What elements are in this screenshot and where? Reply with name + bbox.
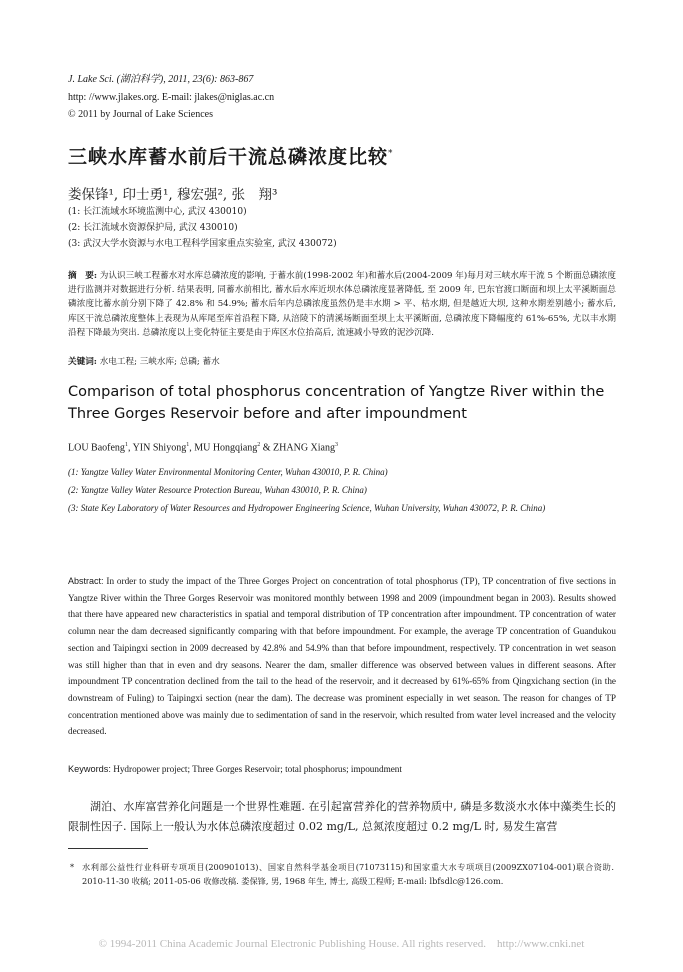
author-en-3: MU Hongqiang	[194, 442, 258, 454]
keywords-en-text: Hydropower project; Three Gorges Reservoir; total phosphorus; impoundment	[113, 764, 402, 774]
footnote	[70, 860, 614, 888]
title-cn-text: 三峡水库蓄水前后干流总磷浓度比较	[68, 146, 389, 168]
abstract-cn	[68, 269, 616, 340]
keywords-cn-label: 关键词:	[68, 357, 97, 367]
abstract-en-text: In order to study the impact of the Three Gorges Project on concentration of total phosphorus (TP), TP concentration of five sections in Yangtze River within the Three Gorges Reservoir was monitored monthly between 1998 and 2009 (impoundment began in 2003). Results showed that there have appeared new characteristics in spatial and temporal distribution of TP concentration after impoundment. TP concentration of water column near the dam decreased significantly comparing with that before impoundment. For example, the average TP concentration of Guandukou section and Taipingxi section in 2009 decreased by 42.8% and 54.9% than that before impoundment, respectively. TP concentration in wet season was still higher than that in even and dry seasons. Nearer the dam, smaller difference was observed between values in different seasons. After impoundment TP concentration declined from the tail to the head of the reservoir, and it decreased by 61%-65% from Qingxichang section (in the downstream of Fuling) to Taipingxi section (near the dam). The decrease was prominent especially in wet season. The reason for changes of TP concentration mentioned above was mainly due to sedimentation of sand in the reservoir, which resulted from water level increased and the velocity decreased.	[68, 576, 616, 737]
affiliation-en-2: (2: Yangtze Valley Water Resource Protection Bureau, Wuhan 430010, P. R. China)	[68, 485, 367, 495]
authors-en: LOU Baofeng$^1$, YIN Shiyong$^1$, MU Hongqiang$^2$ & ZHANG Xiang$^3$	[68, 442, 338, 454]
abstract-en	[68, 573, 616, 740]
keywords-en	[68, 764, 402, 774]
affiliation-cn-3: (3: 武汉大学水资源与水电工程科学国家重点实验室, 武汉 430072)	[68, 239, 337, 249]
author-en-2-sup: 1	[186, 442, 190, 448]
author-en-3-sup: 2	[257, 442, 261, 448]
affiliation-en-1: (1: Yangtze Valley Water Environmental Monitoring Center, Wuhan 430010, P. R. China)	[68, 467, 388, 477]
title-cn-footnote-mark: *	[388, 148, 394, 159]
journal-citation: J. Lake Sci. (湖泊科学), 2011, 23(6): 863-867	[68, 74, 254, 85]
keywords-cn-text: 水电工程; 三峡水库; 总磷; 蓄水	[99, 357, 220, 367]
abstract-cn-text: 为认识三峡工程蓄水对水库总磷浓度的影响, 于蓄水前(1998-2002 年)和蓄水后(2004-2009 年)每月对三峡水库干流 5 个断面总磷浓度进行监测并对数据进行分析. 结果表明, 同蓄水前相比, 蓄水后水库近坝水体总磷浓度显著降低, 至 2009 年, 巴东官渡口断面和坝上太平溪断面总磷浓度比蓄水前分别下降了 42.8% 和 54.9%; 蓄水后年内总磷浓度虽然仍是丰水期 > 平、枯水期, 但是越近大坝, 这种水期差别越小; 蓄水后, 库区干流总磷浓度整体上表现为从库尾至库首沿程下降, 从涪陵下的清溪场断面至坝上太平溪断面, 总磷浓度下降幅度约 61%-65%, 尤以丰水期沿程下降最为突出. 总磷浓度以上变化特征主要是由于库区水位抬高后, 流速减小导致的泥沙沉降.	[68, 271, 617, 338]
publisher-watermark: © 1994-2011 China Academic Journal Electronic Publishing House. All rights reserved. http://www.cnki.net	[98, 938, 585, 950]
affiliation-en-3: (3: State Key Laboratory of Water Resources and Hydropower Engineering Science, Wuhan University, Wuhan 430072, P. R. China)	[68, 503, 546, 513]
affiliation-cn-1: (1: 长江流域水环境监测中心, 武汉 430010)	[68, 207, 247, 217]
footnote-text: 水利部公益性行业科研专项项目(200901013)、国家自然科学基金项目(71073115)和国家重大水专项项目(2009ZX07104-001)联合资助. 2010-11-30 收稿; 2011-05-06 收修改稿. 娄保锋, 男, 1968 年生, 博士, 高级工程师; E-mail: lbfsdlc@126.com.	[82, 862, 614, 886]
journal-copyright-line: © 2011 by Journal of Lake Sciences	[68, 109, 213, 120]
author-en-1: LOU Baofeng	[68, 442, 125, 454]
title-en: Comparison of total phosphorus concentration of Yangtze River within the Three Gorges Reservoir before and after impoundment	[68, 384, 605, 422]
keywords-en-label: Keywords:	[68, 764, 111, 774]
footnote-rule	[68, 848, 148, 849]
author-en-2: YIN Shiyong	[132, 442, 187, 454]
abstract-cn-label: 摘 要:	[68, 271, 98, 281]
abstract-en-label: Abstract:	[68, 576, 104, 586]
author-en-4: ZHANG Xiang	[273, 442, 335, 454]
keywords-cn	[68, 355, 616, 369]
body-paragraph: 湖泊、水库富营养化问题是一个世界性难题. 在引起富营养化的营养物质中, 磷是多数淡水水体中藻类生长的限制性因子. 国际上一般认为水体总磷浓度超过 0.02 mg/L, 总氮浓度超过 0.2 mg/L 时, 易发生富营	[68, 800, 616, 833]
affiliation-cn-2: (2: 长江流域水资源保护局, 武汉 430010)	[68, 223, 238, 233]
title-cn	[68, 142, 394, 169]
authors-cn: 娄保锋¹, 印士勇¹, 穆宏强², 张 翔³	[68, 187, 278, 203]
journal-web-line: http: //www.jlakes.org. E-mail: jlakes@niglas.ac.cn	[68, 92, 275, 103]
author-en-1-sup: 1	[124, 442, 128, 448]
author-en-4-sup: 3	[334, 442, 338, 448]
footnote-mark: *	[70, 862, 75, 872]
